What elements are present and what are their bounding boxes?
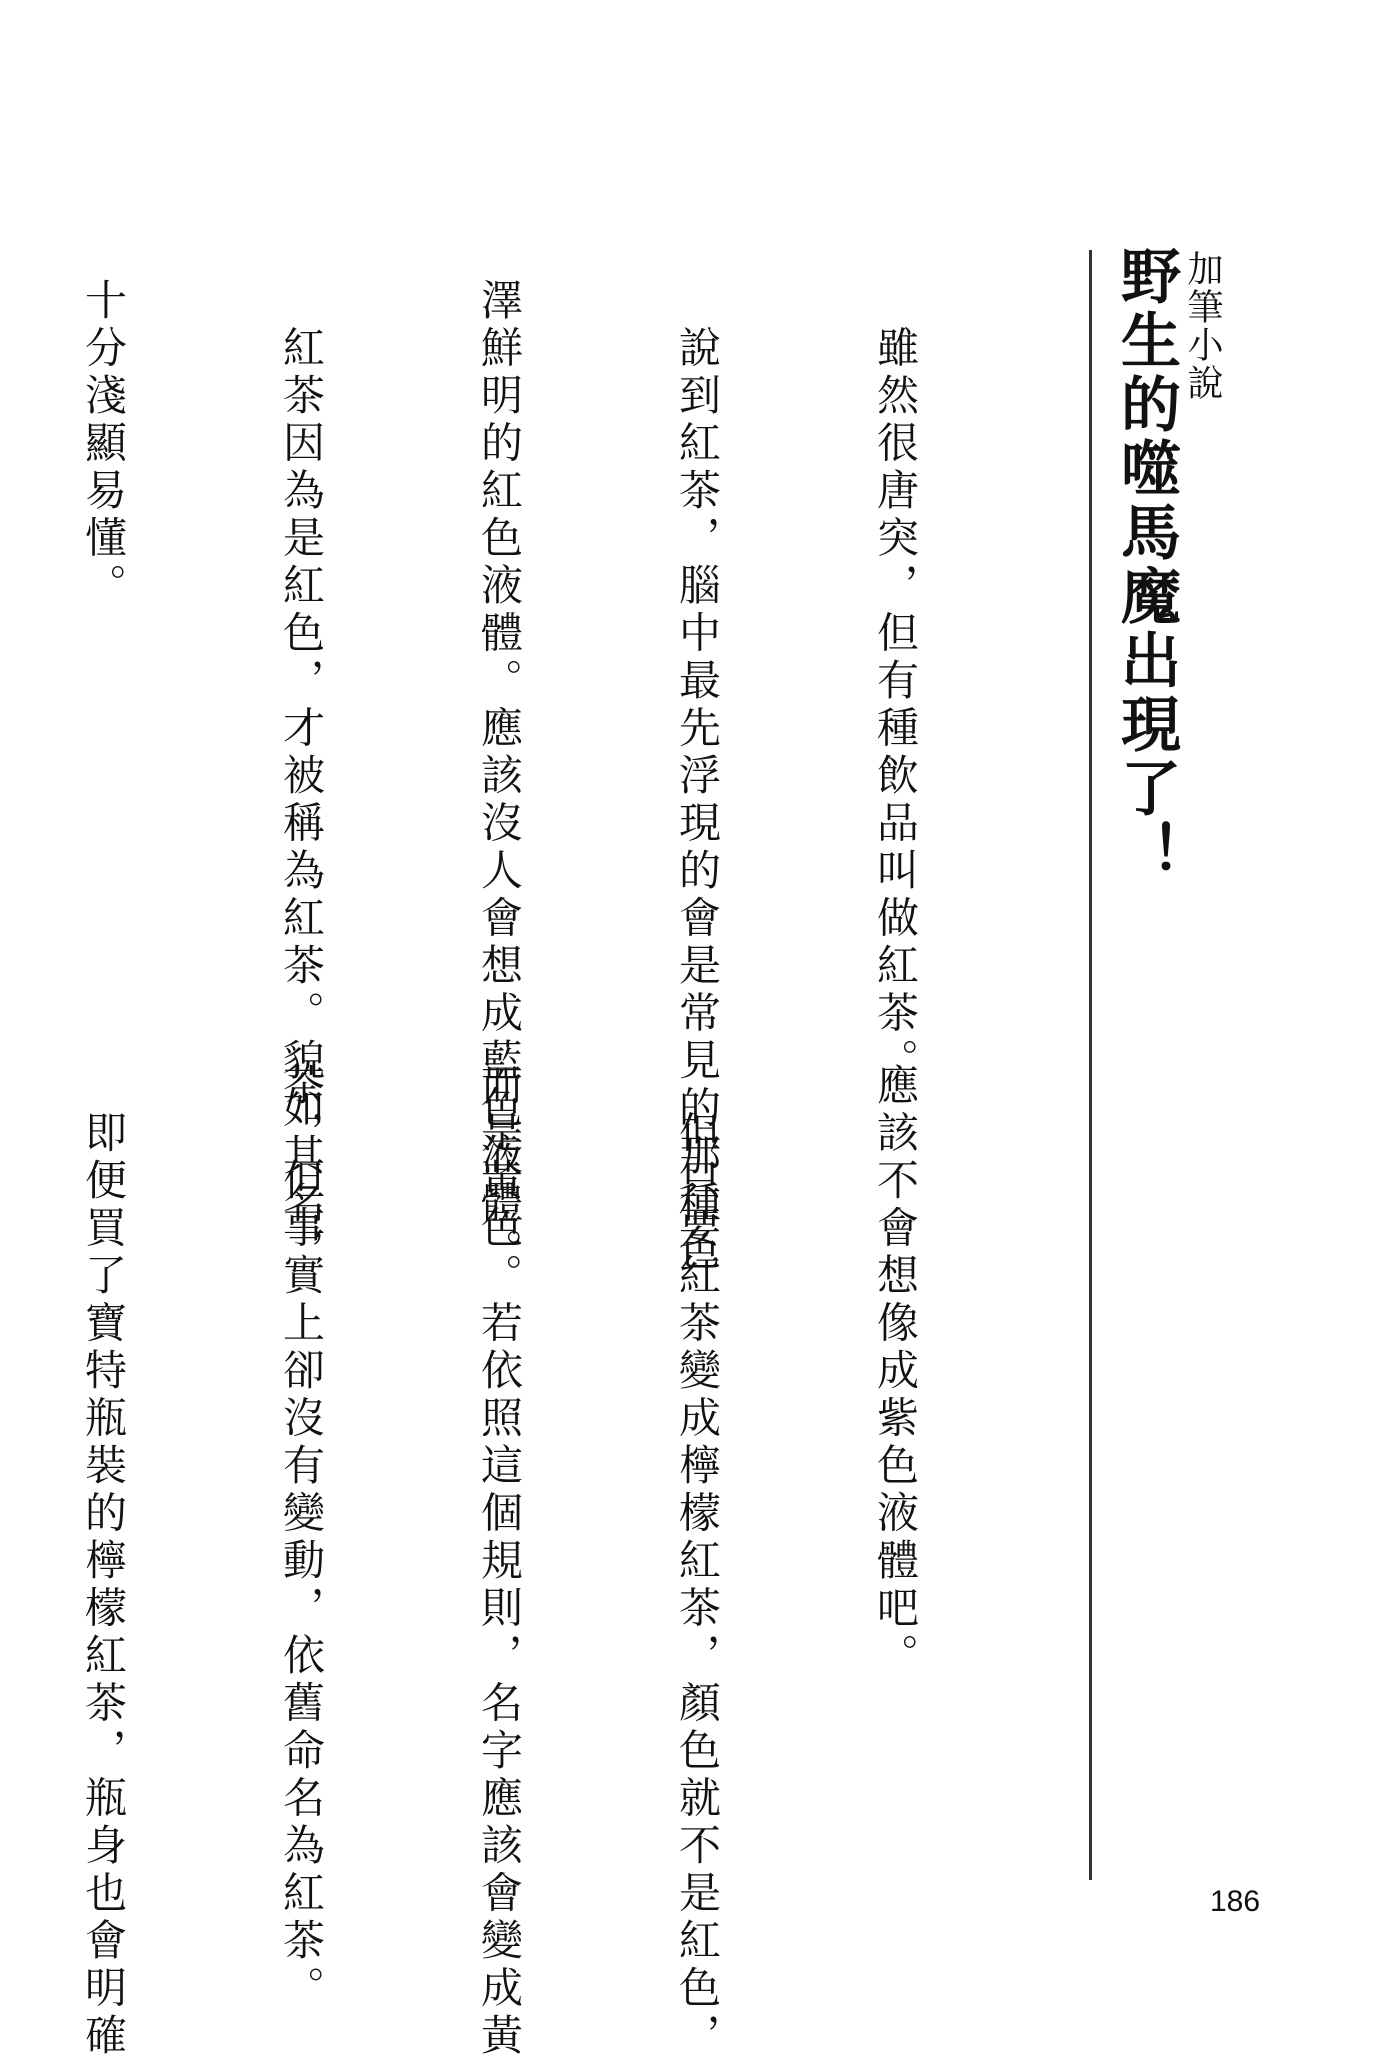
text-line: 紅茶因為是紅色，才被稱為紅茶。貌如其名， [277,278,326,1276]
section-label: 加筆小說 [1182,250,1223,402]
chapter-title: 野生的噬馬魔出現了！ [1111,245,1181,885]
text-line: 應該不會想像成紫色液體吧。 [871,1063,920,1681]
text-line: 但只要紅茶變成檸檬紅茶，顏色就不是紅色， [673,1063,722,2061]
text-line: 雖然很唐突，但有種飲品叫做紅茶。 [871,278,920,1086]
text-line: 澤鮮明的紅色液體。應該沒人會想成藍色液體。 [475,278,524,1276]
text-line: 而是黃色。若依照這個規則，名字應該會變成黃 [475,1063,524,2061]
page-number: 186 [1210,1885,1261,1918]
text-line: 說到紅茶，腦中最先浮現的會是常見的那種色 [673,278,722,1276]
vertical-rule [1089,250,1092,1880]
text-line: 即便買了寶特瓶裝的檸檬紅茶，瓶身也會明確 [79,1063,128,2061]
lower-text-block [0,1063,1060,2061]
text-line: 茶，但事實上卻沒有變動，依舊命名為紅茶。 [277,1063,326,2013]
text-line: 十分淺顯易懂。 [79,278,128,611]
